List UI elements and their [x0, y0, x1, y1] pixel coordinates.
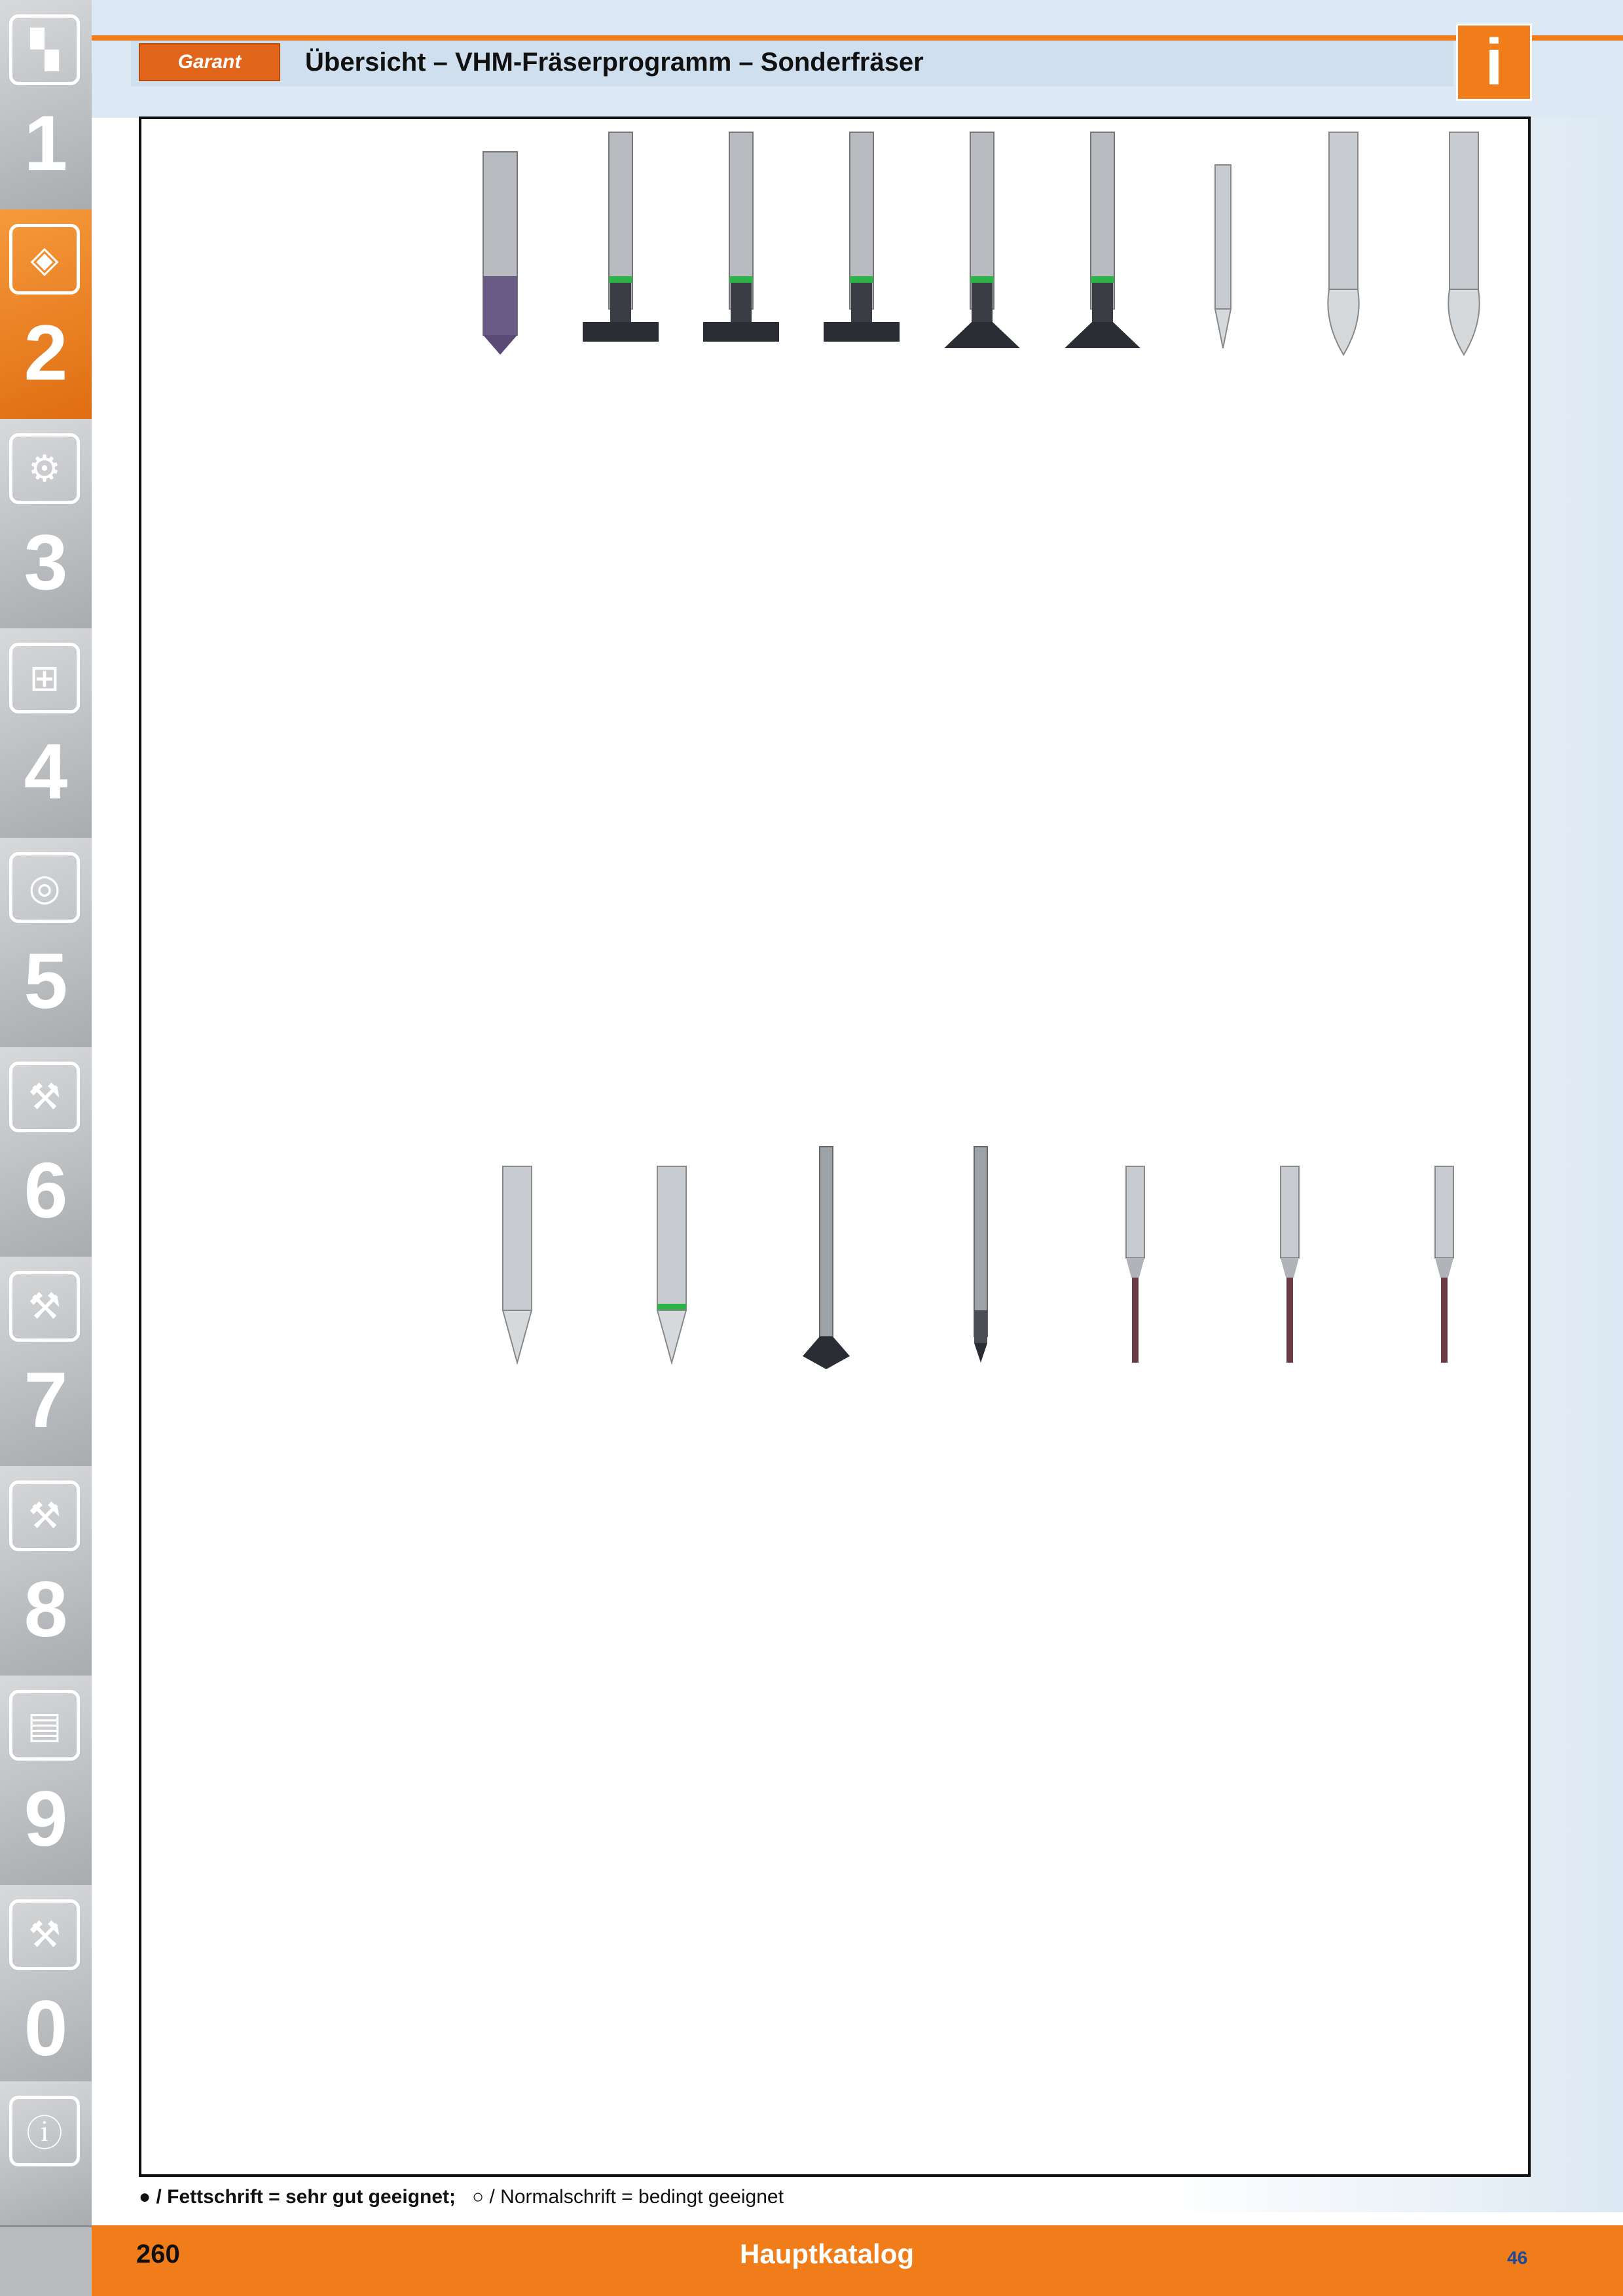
tool-image — [922, 126, 1042, 374]
chapter-tab-i[interactable] — [0, 2081, 92, 2227]
chapter-tab-1[interactable] — [0, 0, 92, 211]
tool-photo — [681, 126, 801, 374]
tool-photo — [1213, 1140, 1367, 1402]
tool-photo — [1404, 126, 1524, 374]
chapter-number: 8 — [24, 1566, 68, 1653]
tool-photo — [1163, 126, 1283, 374]
tool-image — [1163, 126, 1283, 374]
chapter-icon: ▤ — [9, 1690, 80, 1761]
tool-image — [1042, 126, 1163, 374]
tool-image — [1058, 1140, 1213, 1402]
tool-image — [681, 126, 801, 374]
tool-photo — [1283, 126, 1404, 374]
chapter-icon: ▚ — [9, 14, 80, 85]
chapter-icon: ⊞ — [9, 643, 80, 713]
chapter-number: 5 — [24, 937, 68, 1025]
chapter-rail — [0, 0, 92, 2296]
legend-normal: ○ / Normalschrift = bedingt geeignet — [472, 2186, 784, 2208]
chapter-tab-7[interactable] — [0, 1257, 92, 1468]
tool-image — [1283, 126, 1404, 374]
chapter-tab-5[interactable] — [0, 838, 92, 1049]
chapter-tab-4[interactable] — [0, 628, 92, 840]
chapter-icon: ◈ — [9, 224, 80, 295]
tool-image — [560, 126, 681, 374]
tool-photo — [903, 1140, 1058, 1402]
chapter-icon: ⚒ — [9, 1899, 80, 1970]
chapter-tab-9[interactable] — [0, 1676, 92, 1887]
info-icon[interactable]: i — [1456, 24, 1532, 101]
tool-photo — [440, 126, 560, 374]
chapter-tab-8[interactable] — [0, 1466, 92, 1677]
chapter-tab-6[interactable] — [0, 1047, 92, 1259]
tool-photo — [594, 1140, 749, 1402]
tool-photo — [749, 1140, 903, 1402]
legend-bold: ● / Fettschrift = sehr gut geeignet; — [139, 2186, 456, 2208]
tool-photo — [440, 1140, 594, 1402]
tool-image — [440, 1140, 594, 1402]
catalog-name: Hauptkatalog — [740, 2238, 915, 2269]
footer-index: 46 — [1507, 2248, 1528, 2268]
legend — [139, 2186, 784, 2208]
chapter-number: 3 — [24, 518, 68, 606]
chapter-icon: ◎ — [9, 852, 80, 923]
tool-image — [440, 126, 560, 374]
chapter-number: 4 — [24, 728, 68, 816]
chapter-icon: ⚒ — [9, 1480, 80, 1551]
chapter-number: 0 — [24, 1984, 68, 2072]
chapter-icon: ⓘ — [9, 2096, 80, 2166]
chapter-icon: ⚙ — [9, 433, 80, 504]
chapter-number: 2 — [24, 309, 68, 397]
page-title: Übersicht – VHM-Fräserprogramm – Sonderfräser — [305, 48, 924, 77]
chapter-icon: ⚒ — [9, 1271, 80, 1342]
tool-photo — [560, 126, 681, 374]
tool-photo — [1058, 1140, 1213, 1402]
tool-photo — [922, 126, 1042, 374]
tool-image — [594, 1140, 749, 1402]
page-number: 260 — [136, 2240, 180, 2269]
garant-logo: Garant — [139, 43, 280, 81]
chapter-tab-2[interactable] — [0, 209, 92, 421]
tool-image — [1213, 1140, 1367, 1402]
tool-photo — [1042, 126, 1163, 374]
tool-image — [903, 1140, 1058, 1402]
overview-table-frame — [139, 117, 1531, 2177]
header-line — [92, 35, 1623, 41]
tool-image — [1367, 1140, 1522, 1402]
chapter-icon: ⚒ — [9, 1062, 80, 1132]
chapter-number: 7 — [24, 1356, 68, 1444]
tool-photo — [1367, 1140, 1522, 1402]
chapter-number: 1 — [24, 99, 68, 187]
tool-image — [1404, 126, 1524, 374]
tool-image — [801, 126, 922, 374]
chapter-number: 9 — [24, 1775, 68, 1863]
tool-image — [749, 1140, 903, 1402]
tool-photo — [801, 126, 922, 374]
chapter-tab-0[interactable] — [0, 1885, 92, 2096]
chapter-number: 6 — [24, 1147, 68, 1234]
chapter-tab-3[interactable] — [0, 419, 92, 630]
